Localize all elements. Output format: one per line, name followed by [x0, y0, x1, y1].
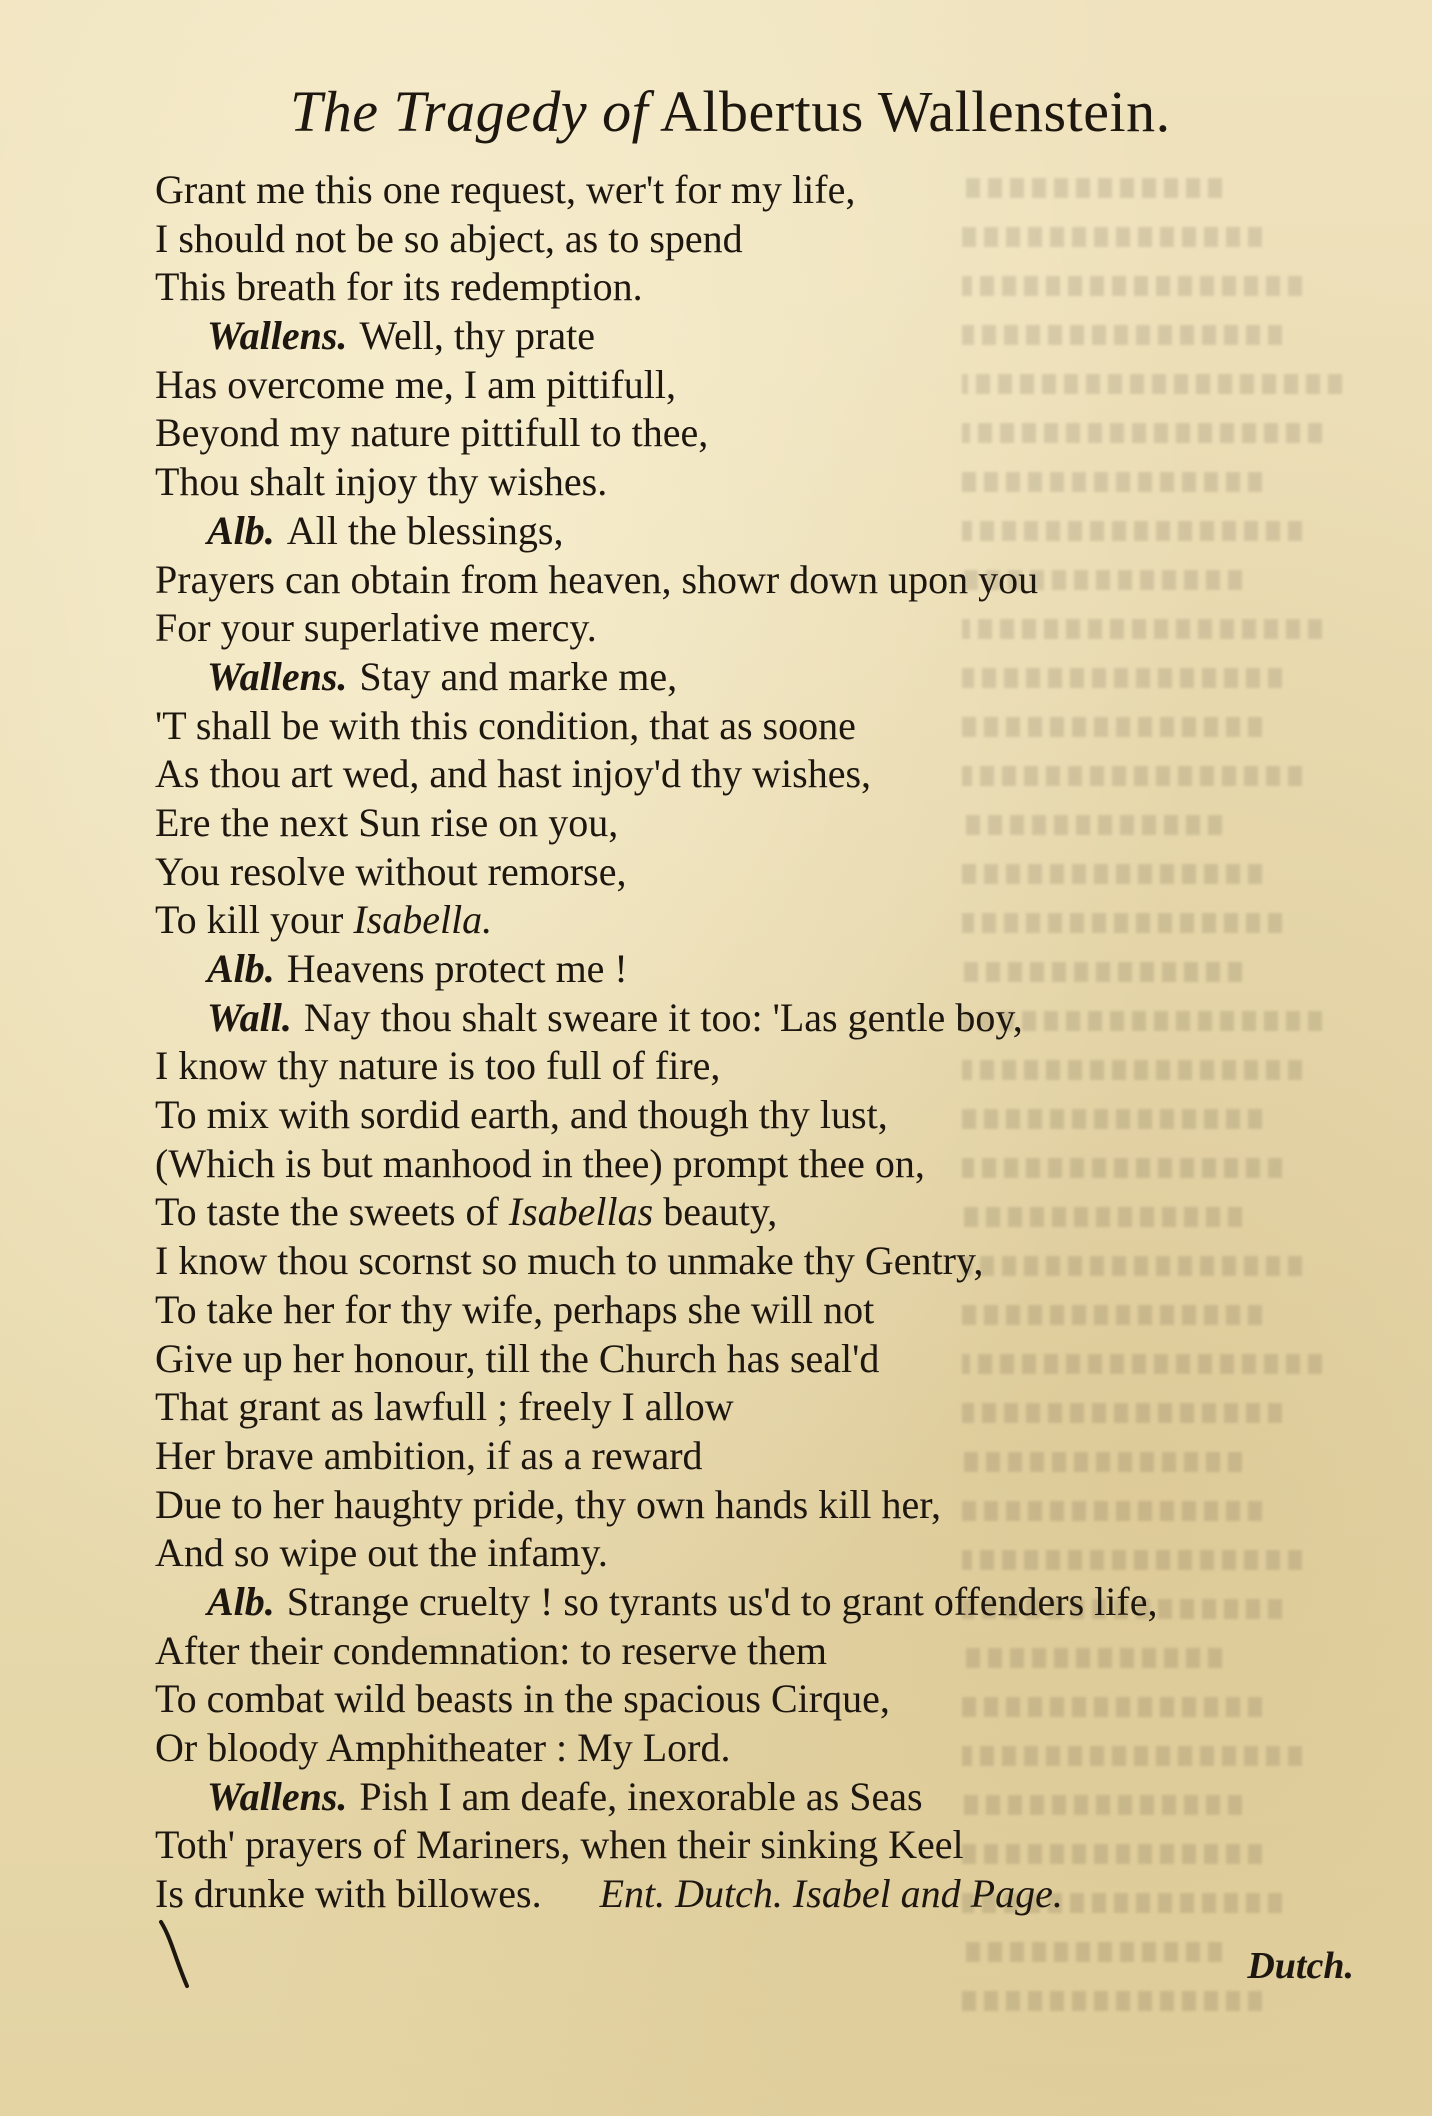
text-line	[155, 702, 1295, 751]
line-text: And so wipe out the infamy.	[155, 1530, 608, 1576]
text-line	[155, 507, 1295, 556]
text-line	[155, 1188, 1295, 1237]
line-text: Or bloody Amphitheater : My Lord.	[155, 1725, 731, 1770]
text-line	[155, 458, 1295, 507]
text-line	[155, 263, 1295, 312]
speaker-name: Alb.	[207, 507, 275, 553]
italic-name: Isabellas	[508, 1189, 654, 1235]
line-text: I know thou scornst so much to unmake thy Gentry,	[155, 1238, 984, 1284]
text-line	[155, 945, 1295, 994]
speaker-name: Alb.	[207, 946, 275, 991]
line-text: For your superlative mercy.	[155, 605, 597, 651]
text-line	[155, 994, 1295, 1043]
line-text: To take her for thy wife, perhaps she will not	[155, 1286, 875, 1332]
line-text: Toth' prayers of Mariners, when their sinking Keel	[155, 1822, 964, 1868]
running-head-italic: The Tragedy of	[290, 79, 649, 144]
bracket-mark	[157, 1918, 191, 1990]
running-head-roman: Albertus Wallenstein.	[660, 79, 1171, 144]
text-line	[155, 215, 1295, 264]
catchword: Dutch.	[1247, 1945, 1354, 1987]
speaker-name: Wallens.	[207, 1773, 348, 1819]
line-text: Beyond my nature pittifull to thee,	[155, 410, 709, 456]
text-line	[155, 409, 1295, 458]
text-line	[155, 1675, 1295, 1724]
line-text: I should not be so abject, as to spend	[155, 215, 743, 261]
line-text: Pish I am deafe, inexorable as Seas	[359, 1773, 923, 1819]
text-line	[155, 312, 1295, 361]
line-text: Her brave ambition, if as a reward	[155, 1432, 703, 1478]
text-line	[155, 1724, 1295, 1773]
text-line	[155, 604, 1295, 653]
text-line	[155, 1870, 1295, 1919]
text-line	[155, 1432, 1295, 1481]
italic-name: Isabella.	[353, 897, 493, 943]
line-text: After their condemnation: to reserve them	[155, 1627, 827, 1673]
line-text: You resolve without remorse,	[155, 848, 627, 894]
speaker-name: Wallens.	[207, 313, 348, 359]
text-line	[155, 1383, 1295, 1432]
line-text: Thou shalt injoy thy wishes.	[155, 459, 608, 505]
line-text: Prayers can obtain from heaven, showr down upon you	[155, 556, 1039, 602]
text-line	[155, 1627, 1295, 1676]
text-line	[155, 1529, 1295, 1578]
line-text: Is drunke with billowes.	[155, 1871, 542, 1917]
line-text: To mix with sordid earth, and though thy lust,	[155, 1092, 888, 1138]
line-text: That grant as lawfull ; freely I allow	[155, 1384, 734, 1430]
line-text: I know thy nature is too full of fire,	[155, 1043, 721, 1089]
text-line	[155, 1237, 1295, 1286]
text-line	[155, 1335, 1295, 1384]
line-text: As thou art wed, and hast injoy'd thy wishes,	[155, 751, 872, 797]
line-text: Has overcome me, I am pittifull,	[155, 361, 676, 407]
running-head	[290, 78, 1171, 145]
line-text: To combat wild beasts in the spacious Cirque,	[155, 1676, 890, 1722]
text-line	[155, 653, 1295, 702]
line-text: To kill your	[155, 897, 344, 943]
text-line	[155, 361, 1295, 410]
line-text: Well, thy prate	[359, 313, 595, 359]
text-line	[155, 1481, 1295, 1530]
line-text: All the blessings,	[286, 507, 564, 553]
line-text: Give up her honour, till the Church has seal'd	[155, 1335, 880, 1381]
text-line	[155, 1578, 1295, 1627]
text-line	[155, 166, 1295, 215]
text-line	[155, 799, 1295, 848]
text-line	[155, 1091, 1295, 1140]
text-line	[155, 1286, 1295, 1335]
play-text	[155, 166, 1295, 1919]
text-line	[155, 1773, 1295, 1822]
line-text: Ere the next Sun rise on you,	[155, 799, 619, 845]
line-text: Stay and marke me,	[359, 653, 678, 699]
speaker-name: Wallens.	[207, 653, 348, 699]
line-text: Strange cruelty ! so tyrants us'd to grant offenders life,	[286, 1578, 1158, 1624]
line-text: To taste the sweets of	[155, 1189, 499, 1235]
text-line	[155, 1821, 1295, 1870]
text-line	[155, 750, 1295, 799]
line-text: (Which is but manhood in thee) prompt thee on,	[155, 1140, 925, 1186]
stage-direction: Ent. Dutch. Isabel and Page.	[599, 1871, 1063, 1917]
line-text: 'T shall be with this condition, that as soone	[155, 702, 856, 748]
text-line	[155, 848, 1295, 897]
text-line	[155, 1140, 1295, 1189]
text-line	[155, 1042, 1295, 1091]
speaker-name: Wall.	[207, 994, 292, 1040]
line-text: Nay thou shalt sweare it too: 'Las gentle boy,	[303, 994, 1023, 1040]
line-text: Heavens protect me !	[286, 946, 628, 991]
line-text: Due to her haughty pride, thy own hands kill her,	[155, 1481, 942, 1527]
line-text-continued: beauty,	[663, 1189, 778, 1235]
line-text: Grant me this one request, wer't for my life,	[155, 167, 856, 212]
text-line	[155, 896, 1295, 945]
text-line	[155, 556, 1295, 605]
speaker-name: Alb.	[207, 1578, 275, 1624]
line-text: This breath for its redemption.	[155, 264, 643, 310]
